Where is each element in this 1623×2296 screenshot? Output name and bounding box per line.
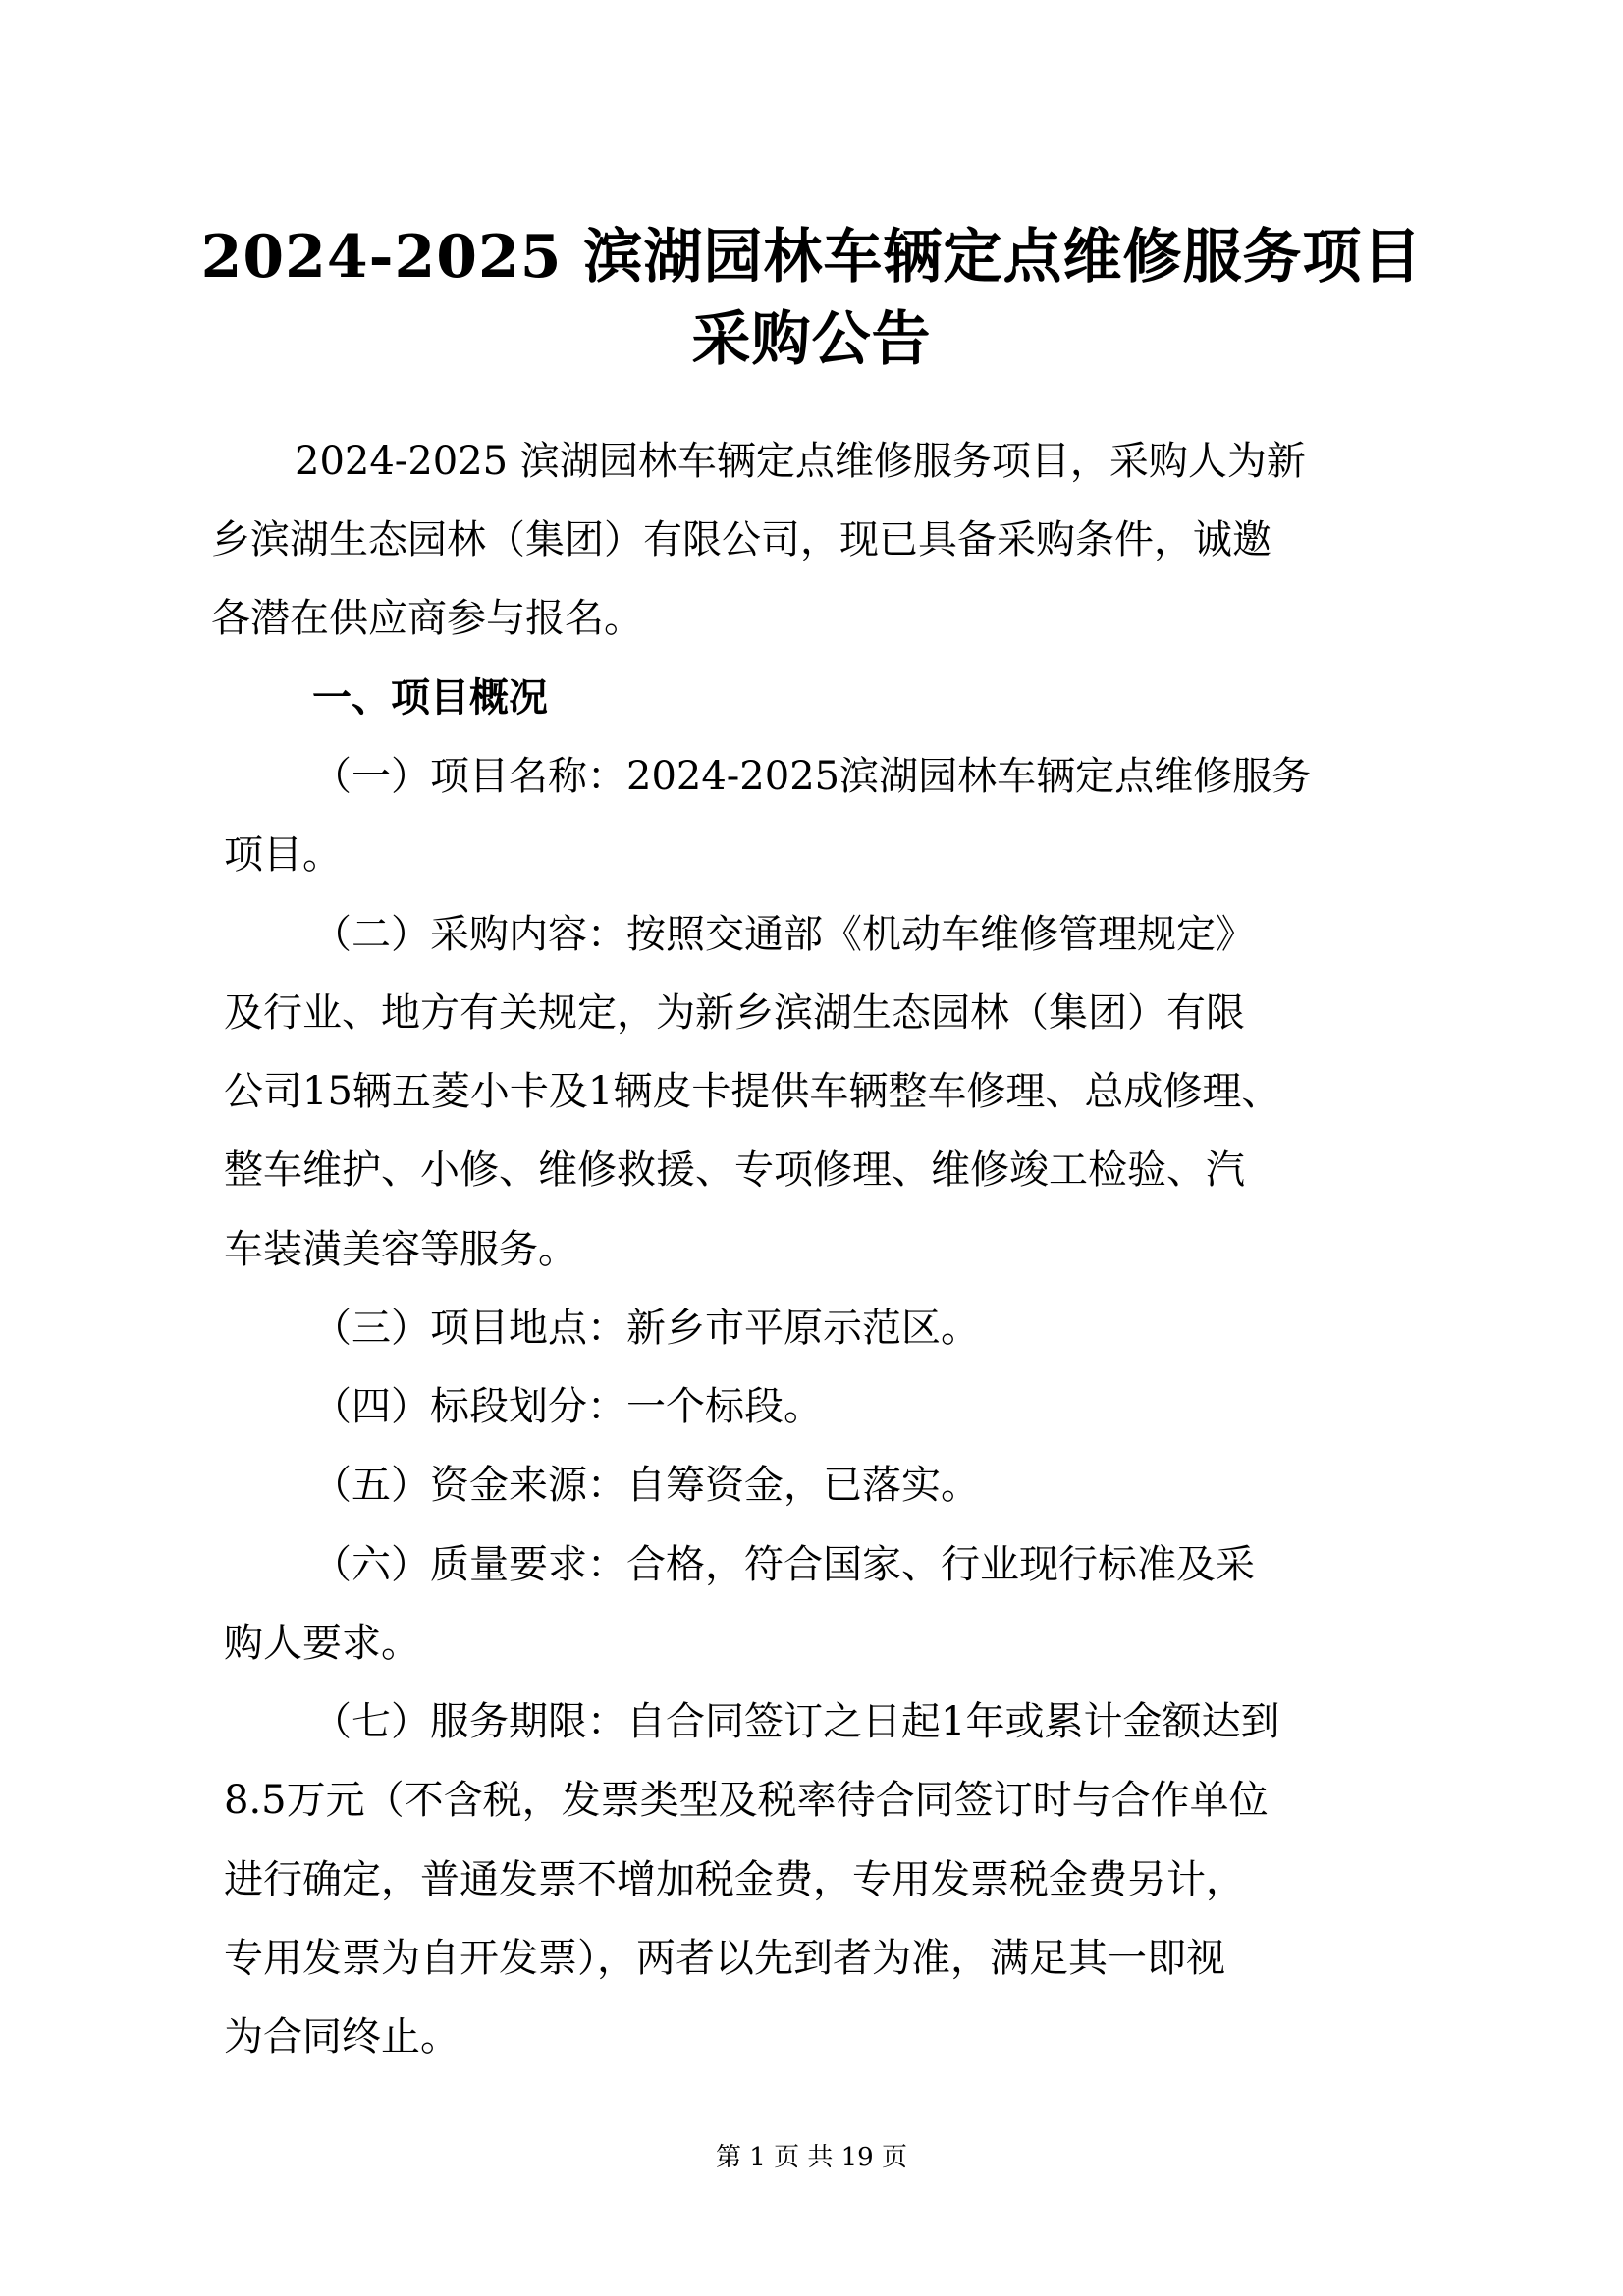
document-title-line-1: 2024-2025 滨湖园林车辆定点维修服务项目 <box>200 223 1423 292</box>
intro-line-2: 乡滨湖生态园林（集团）有限公司，现已具备采购条件，诚邀 <box>211 517 1271 562</box>
item-procurement-content-line-5: 车装潢美容等服务。 <box>224 1227 577 1272</box>
item-service-period-line-4: 专用发票为自开发票），两者以先到者为准，满足其一即视 <box>224 1936 1225 1981</box>
item-service-period-line-3: 进行确定，普通发票不增加税金费，专用发票税金费另计， <box>224 1857 1245 1902</box>
page-indicator: 第 1 页 共 19 页 <box>716 2143 907 2172</box>
item-project-location: （三）项目地点：新乡市平原示范区。 <box>312 1306 980 1351</box>
item-lot-division: （四）标段划分：一个标段。 <box>312 1384 823 1429</box>
item-quality-requirement-line-1: （六）质量要求：合格，符合国家、行业现行标准及采 <box>312 1542 1255 1587</box>
intro-line-1: 2024-2025 滨湖园林车辆定点维修服务项目，采购人为新 <box>295 439 1306 484</box>
item-service-period-line-2: 8.5万元（不含税，发票类型及税率待合同签订时与合作单位 <box>224 1778 1269 1823</box>
document-title-line-2: 采购公告 <box>691 305 932 374</box>
item-project-name-line-1: （一）项目名称：2024-2025滨湖园林车辆定点维修服务 <box>312 754 1312 799</box>
item-quality-requirement-line-2: 购人要求。 <box>224 1621 420 1666</box>
item-service-period-line-1: （七）服务期限：自合同签订之日起1年或累计金额达到 <box>312 1699 1280 1744</box>
item-procurement-content-line-1: （二）采购内容：按照交通部《机动车维修管理规定》 <box>312 912 1255 957</box>
item-procurement-content-line-2: 及行业、地方有关规定，为新乡滨湖生态园林（集团）有限 <box>224 990 1245 1036</box>
intro-line-3: 各潜在供应商参与报名。 <box>211 596 643 641</box>
item-project-name-line-2: 项目。 <box>224 832 342 878</box>
item-procurement-content-line-3: 公司15辆五菱小卡及1辆皮卡提供车辆整车修理、总成修理、 <box>224 1069 1281 1114</box>
item-service-period-line-5: 为合同终止。 <box>224 2014 460 2059</box>
section-heading-project-overview: 一、项目概况 <box>312 675 548 721</box>
item-funding-source: （五）资金来源：自筹资金，已落实。 <box>312 1463 980 1508</box>
item-procurement-content-line-4: 整车维护、小修、维修救援、专项修理、维修竣工检验、汽 <box>224 1148 1245 1193</box>
